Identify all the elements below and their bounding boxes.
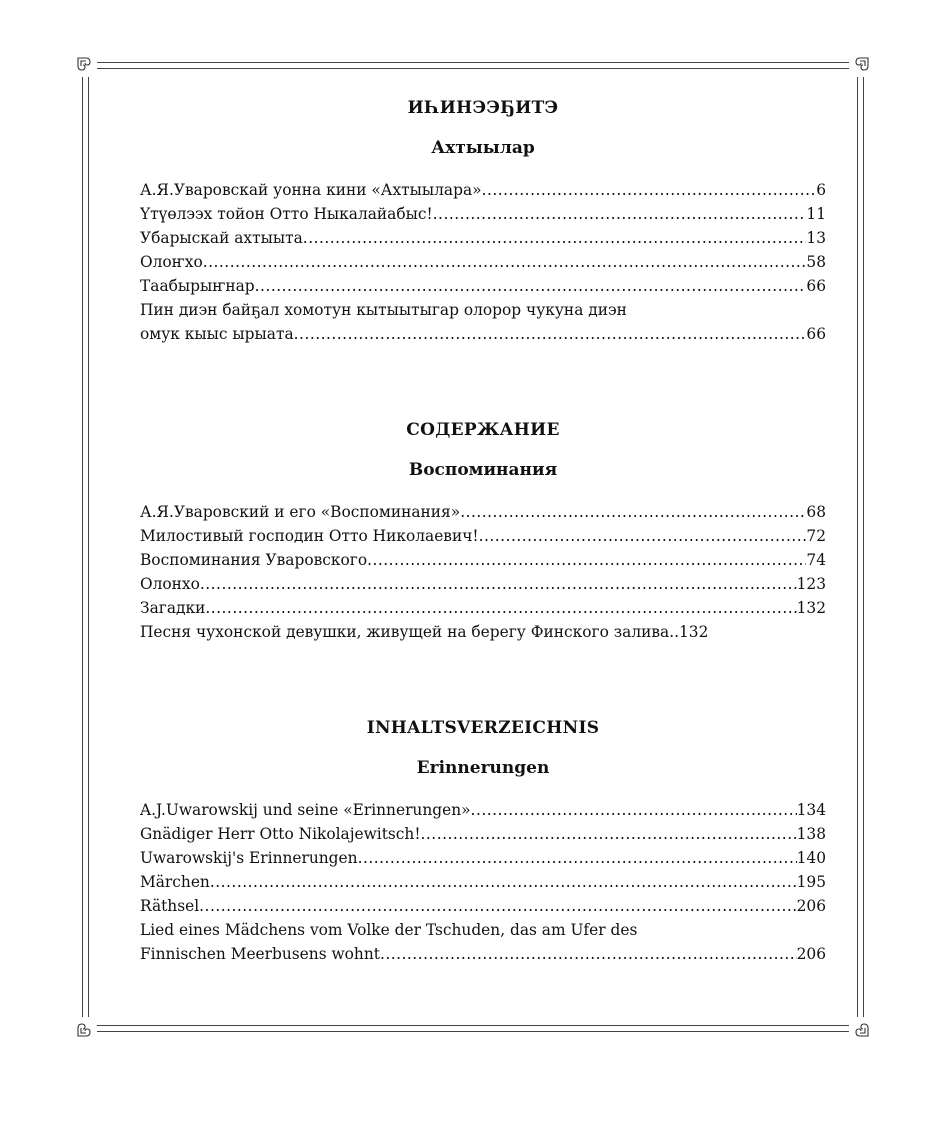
toc-entry-title: Песня чухонской девушки, живущей на берегу Финского залива.. (140, 623, 679, 641)
toc-entry-title: Убарыскай ахтыыта (140, 229, 303, 247)
toc-entry-title: А.Я.Уваровскай уонна кини «Ахтыылара» (140, 181, 482, 199)
leader-dots (255, 274, 807, 298)
toc-entry-title: Gnädiger Herr Otto Nikolajewitsch! (140, 825, 421, 843)
section-heading: ИҺИНЭЭҔИТЭ (407, 98, 559, 118)
toc-entry-page: 132 (679, 623, 709, 641)
toc-entry (140, 500, 826, 524)
toc-entry (140, 942, 826, 966)
leader-dots (358, 846, 797, 870)
toc-entry (140, 202, 826, 226)
toc-entry-title: А.Я.Уваровский и его «Воспоминания» (140, 503, 461, 521)
toc-entry-page: 140 (796, 849, 826, 867)
corner-ornament-icon (849, 1017, 871, 1039)
leader-dots (471, 798, 797, 822)
toc-list (140, 178, 826, 346)
toc-entry (140, 274, 826, 298)
leader-dots (303, 226, 807, 250)
corner-ornament-icon (849, 55, 871, 77)
toc-list (140, 500, 826, 644)
toc-section-russian (140, 418, 826, 644)
leader-dots (380, 942, 797, 966)
toc-entry-title: Таабырыҥнар (140, 277, 255, 295)
toc-entry (140, 226, 826, 250)
toc-entry-page: 206 (796, 945, 826, 963)
table-of-contents (140, 96, 826, 966)
toc-entry-page: 58 (806, 253, 826, 271)
toc-entry-page: 68 (806, 503, 826, 521)
section-subheading: Ахтыылар (431, 138, 535, 158)
toc-entry-page: 132 (796, 599, 826, 617)
leader-dots (294, 322, 807, 346)
toc-entry (140, 894, 826, 918)
toc-entry (140, 620, 826, 644)
toc-entry-title: Загадки (140, 599, 206, 617)
toc-entry (140, 870, 826, 894)
toc-entry (140, 178, 826, 202)
toc-entry (140, 250, 826, 274)
toc-list (140, 798, 826, 966)
toc-entry-page: 74 (806, 551, 826, 569)
toc-entry (140, 798, 826, 822)
section-subheading: Erinnerungen (416, 758, 550, 778)
toc-entry-title: Uwarowskij's Erinnerungen (140, 849, 358, 867)
toc-entry-title: Олоҥхо (140, 253, 203, 271)
toc-entry (140, 846, 826, 870)
leader-dots (367, 548, 806, 572)
toc-entry (140, 524, 826, 548)
toc-entry-title: Finnischen Meerbusens wohnt (140, 945, 380, 963)
toc-section-german (140, 716, 826, 966)
corner-ornament-icon (75, 55, 97, 77)
leader-dots (199, 894, 796, 918)
corner-ornament-icon (75, 1017, 97, 1039)
leader-dots (200, 572, 797, 596)
toc-entry-page: 66 (806, 325, 826, 343)
toc-entry-title: Олонхо (140, 575, 200, 593)
toc-entry-page: 72 (806, 527, 826, 545)
toc-entry-title: Үтүөлээх тойон Отто Ныкалайабыс! (140, 205, 433, 223)
leader-dots (210, 870, 797, 894)
toc-entry-page: 134 (796, 801, 826, 819)
toc-entry-title: Räthsel (140, 897, 200, 915)
toc-entry-title-line1: Lied eines Mädchens vom Volke der Tschuden, das am Ufer des (140, 921, 638, 939)
toc-entry (140, 596, 826, 620)
toc-entry-title: Воспоминания Уваровского (140, 551, 368, 569)
toc-entry-page: 11 (806, 205, 826, 223)
toc-entry (140, 572, 826, 596)
toc-entry-title: A.J.Uwarowskij und seine «Erinnerungen» (140, 801, 471, 819)
section-heading: СОДЕРЖАНИЕ (406, 420, 560, 440)
toc-entry-page: 138 (796, 825, 826, 843)
toc-entry-title: омук кыыс ырыата (140, 325, 294, 343)
toc-entry-page: 66 (806, 277, 826, 295)
leader-dots (479, 524, 807, 548)
section-heading: INHALTSVERZEICHNIS (366, 718, 600, 738)
leader-dots (433, 202, 807, 226)
toc-entry (140, 322, 826, 346)
toc-section-sakha (140, 96, 826, 346)
leader-dots (482, 178, 817, 202)
leader-dots (460, 500, 806, 524)
leader-dots (205, 596, 796, 620)
toc-entry-page: 6 (816, 181, 826, 199)
toc-entry-page: 123 (796, 575, 826, 593)
toc-entry-page: 195 (796, 873, 826, 891)
leader-dots (203, 250, 807, 274)
toc-entry-page: 206 (796, 897, 826, 915)
toc-entry-title: Märchen (140, 873, 210, 891)
toc-entry (140, 548, 826, 572)
toc-entry-title: Милостивый господин Отто Николаевич! (140, 527, 479, 545)
toc-entry-page: 13 (806, 229, 826, 247)
leader-dots (421, 822, 797, 846)
section-subheading: Воспоминания (408, 460, 558, 480)
toc-entry-title-line1: Пин диэн байҕал хомотун кытыытыгар олорор чукуна диэн (140, 301, 627, 319)
toc-entry (140, 822, 826, 846)
